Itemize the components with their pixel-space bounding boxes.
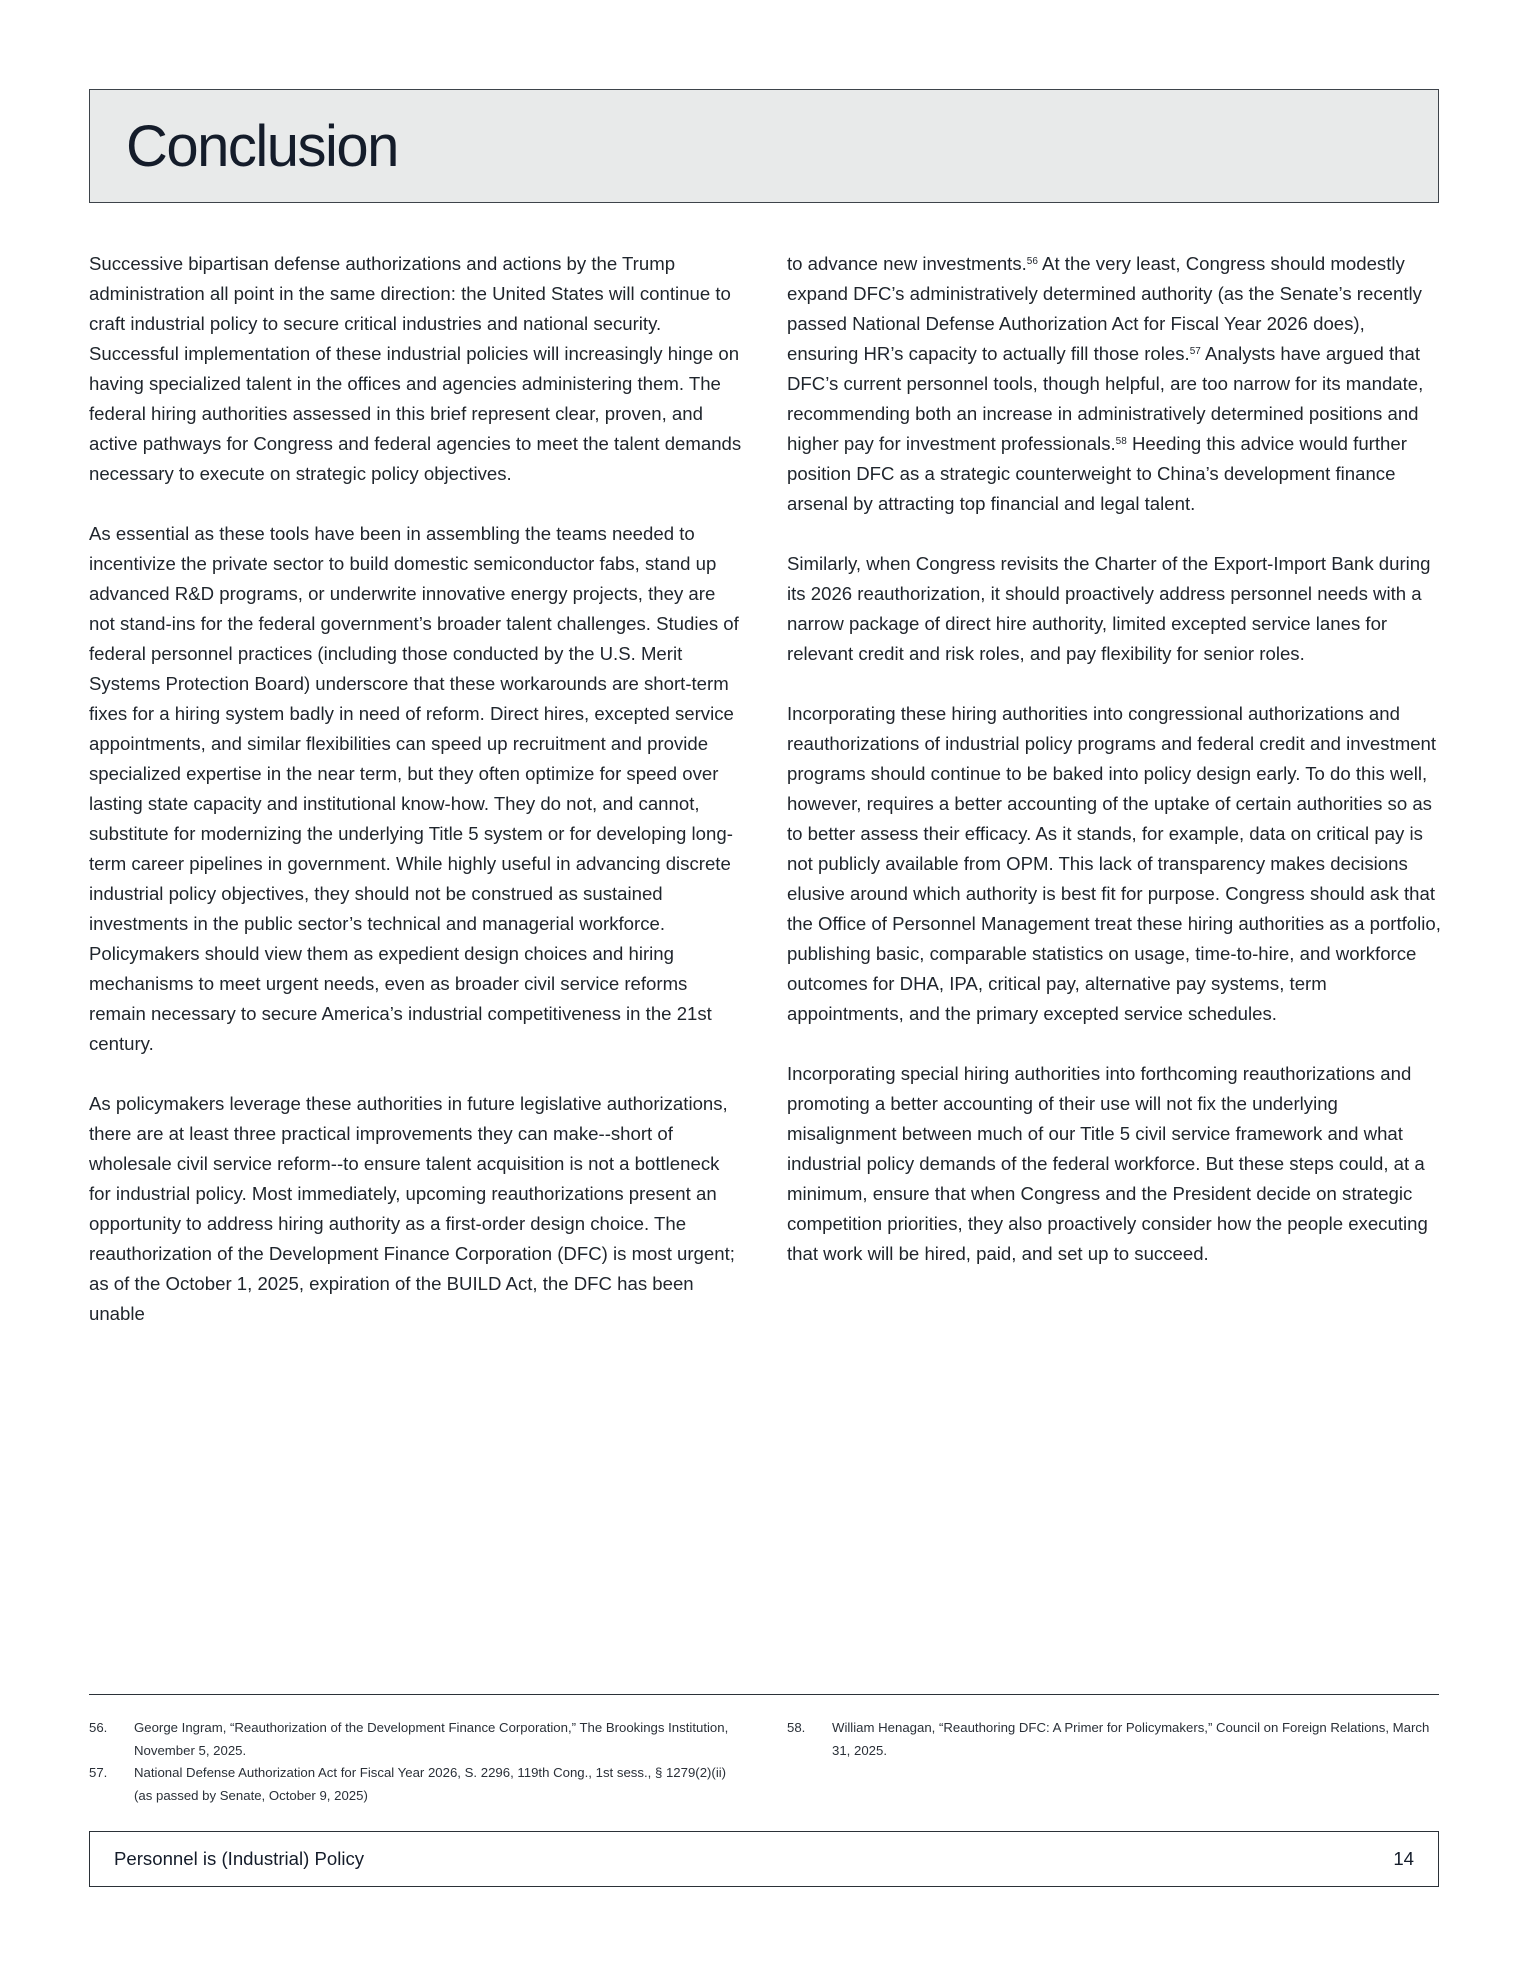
footnotes-left: [89, 1717, 729, 1807]
right-paragraph-1-part-b: At the very least, Congress should modestly expand DFC’s administratively determined authority (as the Senate’s recently passed National Defense Authorization Act for Fiscal Year 2026 does), ensuring HR’s capacity to actually fill those roles.: [787, 253, 1422, 364]
footnote-ref-58[interactable]: 58: [1115, 436, 1127, 447]
footnote-ref-56[interactable]: 56: [1026, 256, 1038, 267]
right-paragraph-1-part-a: to advance new investments.: [787, 253, 1027, 274]
footnotes-right: [787, 1717, 1439, 1762]
right-paragraph-1-part-c: Analysts have argued that DFC’s current personnel tools, though helpful, are too narrow for its mandate, recommending both an increase in administratively determined positions and higher pay for investment professionals.: [787, 343, 1424, 454]
footnote-58: [787, 1717, 1439, 1762]
right-paragraph-4: Incorporating special hiring authorities into forthcoming reauthorizations and promoting a better accounting of their use will not fix the underlying misalignment between much of our Title 5 civil service framework and what industrial policy demands of the federal workforce. But these steps could, at a minimum, ensure that when Congress and the President decide on strategic competition priorities, they also proactively consider how the people executing that work will be hired, paid, and set up to succeed.: [787, 1063, 1428, 1264]
footnote-number: 58.: [787, 1720, 806, 1735]
footnote-text: George Ingram, “Reauthorization of the Development Finance Corporation,” The Brookings Institution, November 5, 2025.: [134, 1720, 729, 1758]
footnote-ref-57[interactable]: 57: [1189, 346, 1201, 357]
footnote-text: National Defense Authorization Act for Fiscal Year 2026, S. 2296, 119th Cong., 1st sess., § 1279(2)(ii) (as passed by Senate, October 9, 2025): [134, 1765, 727, 1803]
right-paragraph-2: Similarly, when Congress revisits the Charter of the Export-Import Bank during its 2026 reauthorization, it should proactively address personnel needs with a narrow package of direct hire authority, limited excepted service lanes for relevant credit and risk roles, and pay flexibility for senior roles.: [787, 553, 1431, 664]
footnote-57: [89, 1762, 729, 1807]
right-paragraph-3: Incorporating these hiring authorities into congressional authorizations and reauthorizations of industrial policy programs and federal credit and investment programs should continue to be baked into policy design early. To do this well, however, requires a better accounting of the uptake of certain authorities so as to better assess their efficacy. As it stands, for example, data on critical pay is not publicly available from OPM. This lack of transparency makes decisions elusive around which authority is best fit for purpose. Congress should ask that the Office of Personnel Management treat these hiring authorities as a portfolio, publishing basic, comparable statistics on usage, time-to-hire, and workforce outcomes for DHA, IPA, critical pay, alternative pay systems, term appointments, and the primary excepted service schedules.: [787, 703, 1441, 1024]
footer-title: Personnel is (Industrial) Policy: [114, 1848, 365, 1869]
footnote-number: 57.: [89, 1765, 108, 1780]
footnote-56: [89, 1717, 729, 1762]
footnote-divider: [89, 1694, 1439, 1695]
footnote-text: William Henagan, “Reauthoring DFC: A Primer for Policymakers,” Council on Foreign Relations, March 31, 2025.: [832, 1720, 1430, 1758]
left-text-column: [89, 249, 743, 1359]
left-paragraph-2: As essential as these tools have been in assembling the teams needed to incentivize the private sector to build domestic semiconductor fabs, stand up advanced R&D programs, or underwrite innovative energy projects, they are not stand-ins for the federal government’s broader talent challenges. Studies of federal personnel practices (including those conducted by the U.S. Merit Systems Protection Board) underscore that these workarounds are short-term fixes for a hiring system badly in need of reform. Direct hires, excepted service appointments, and similar flexibilities can speed up recruitment and provide specialized expertise in the near term, but they often optimize for speed over lasting state capacity and institutional know-how. They do not, and cannot, substitute for modernizing the underlying Title 5 system or for developing long-term career pipelines in government. While highly useful in advancing discrete industrial policy objectives, they should not be construed as sustained investments in the public sector’s technical and managerial workforce. Policymakers should view them as expedient design choices and hiring mechanisms to meet urgent needs, even as broader civil service reforms remain necessary to secure America’s industrial competitiveness in the 21st century.: [89, 523, 739, 1054]
left-paragraph-1: Successive bipartisan defense authorizations and actions by the Trump administration all point in the same direction: the United States will continue to craft industrial policy to secure critical industries and national security. Successful implementation of these industrial policies will increasingly hinge on having specialized talent in the offices and agencies administering them. The federal hiring authorities assessed in this brief represent clear, proven, and active pathways for Congress and federal agencies to meet the talent demands necessary to execute on strategic policy objectives.: [89, 253, 742, 484]
section-heading: Conclusion: [126, 114, 398, 179]
section-heading-box: [89, 89, 1439, 203]
right-paragraph-1: [787, 249, 1441, 519]
right-paragraph-1-part-d: Heeding this advice would further position DFC as a strategic counterweight to China’s development finance arsenal by attracting top financial and legal talent.: [787, 433, 1407, 514]
page-footer: [89, 1831, 1439, 1887]
footnote-number: 56.: [89, 1720, 108, 1735]
right-text-column: [787, 249, 1441, 1299]
page-number: 14: [1393, 1848, 1414, 1869]
left-paragraph-3: As policymakers leverage these authorities in future legislative authorizations, there are at least three practical improvements they can make--short of wholesale civil service reform--to ensure talent acquisition is not a bottleneck for industrial policy. Most immediately, upcoming reauthorizations present an opportunity to address hiring authority as a first-order design choice. The reauthorization of the Development Finance Corporation (DFC) is most urgent; as of the October 1, 2025, expiration of the BUILD Act, the DFC has been unable: [89, 1093, 735, 1324]
